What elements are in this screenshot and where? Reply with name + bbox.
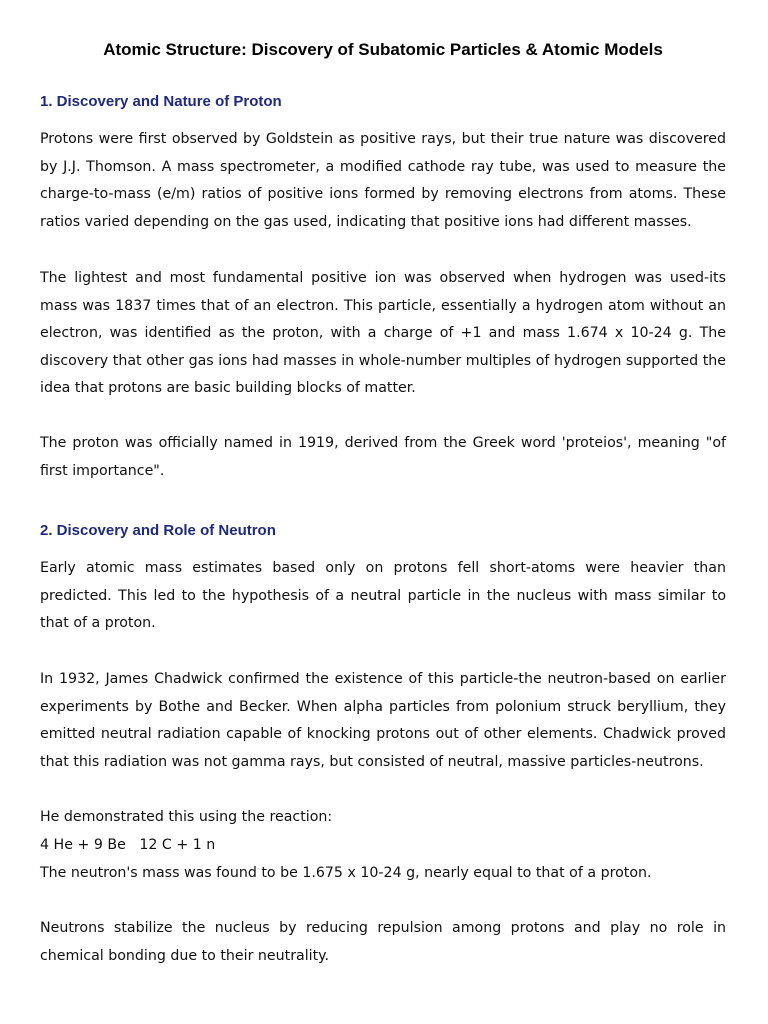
paragraph-neutron-role: Neutrons stabilize the nucleus by reducing repulsion among protons and play no role in chemical bonding due to their neutrality. — [40, 920, 726, 964]
paragraph-proton-naming: The proton was officially named in 1919, derived from the Greek word 'proteios', meaning "of first importance". — [40, 435, 726, 479]
paragraph-neutron-chadwick: In 1932, James Chadwick confirmed the existence of this particle-the neutron-based on earlier experiments by Bothe and Becker. When alpha particles from polonium struck beryllium, they emitted neutral radiation capable of knocking protons out of other elements. Chadwick proved that this radiation was not gamma rays, but consisted of neutral, massive particles-neutrons. — [40, 671, 726, 770]
section-heading-neutron: 2. Discovery and Role of Neutron — [40, 522, 276, 539]
paragraph-proton-nature: The lightest and most fundamental positive ion was observed when hydrogen was used-its mass was 1837 times that of an electron. This particle, essentially a hydrogen atom without an electron, was identified as the proton, with a charge of +1 and mass 1.674 x 10-24 g. The discovery that other gas ions had masses in whole-number multiples of hydrogen supported the idea that protons are basic building blocks of matter. — [40, 270, 726, 397]
reaction-intro: He demonstrated this using the reaction: — [40, 809, 333, 825]
neutron-mass-statement: The neutron's mass was found to be 1.675 x 10-24 g, nearly equal to that of a proton. — [40, 865, 652, 881]
section-heading-proton: 1. Discovery and Nature of Proton — [40, 93, 282, 110]
paragraph-proton-discovery: Protons were first observed by Goldstein as positive rays, but their true nature was discovered by J.J. Thomson. A mass spectrometer, a modified cathode ray tube, was used to measure the charge-to-mass (e/m) ratios of positive ions formed by removing electrons from atoms. These ratios varied depending on the gas used, indicating that positive ions had different masses. — [40, 131, 726, 230]
document-title: Atomic Structure: Discovery of Subatomic Particles & Atomic Models — [103, 40, 663, 59]
nuclear-reaction: 4 He + 9 Be 12 C + 1 n — [40, 837, 216, 853]
paragraph-neutron-hypothesis: Early atomic mass estimates based only on protons fell short-atoms were heavier than predicted. This led to the hypothesis of a neutral particle in the nucleus with mass similar to that of a proton. — [40, 560, 726, 632]
